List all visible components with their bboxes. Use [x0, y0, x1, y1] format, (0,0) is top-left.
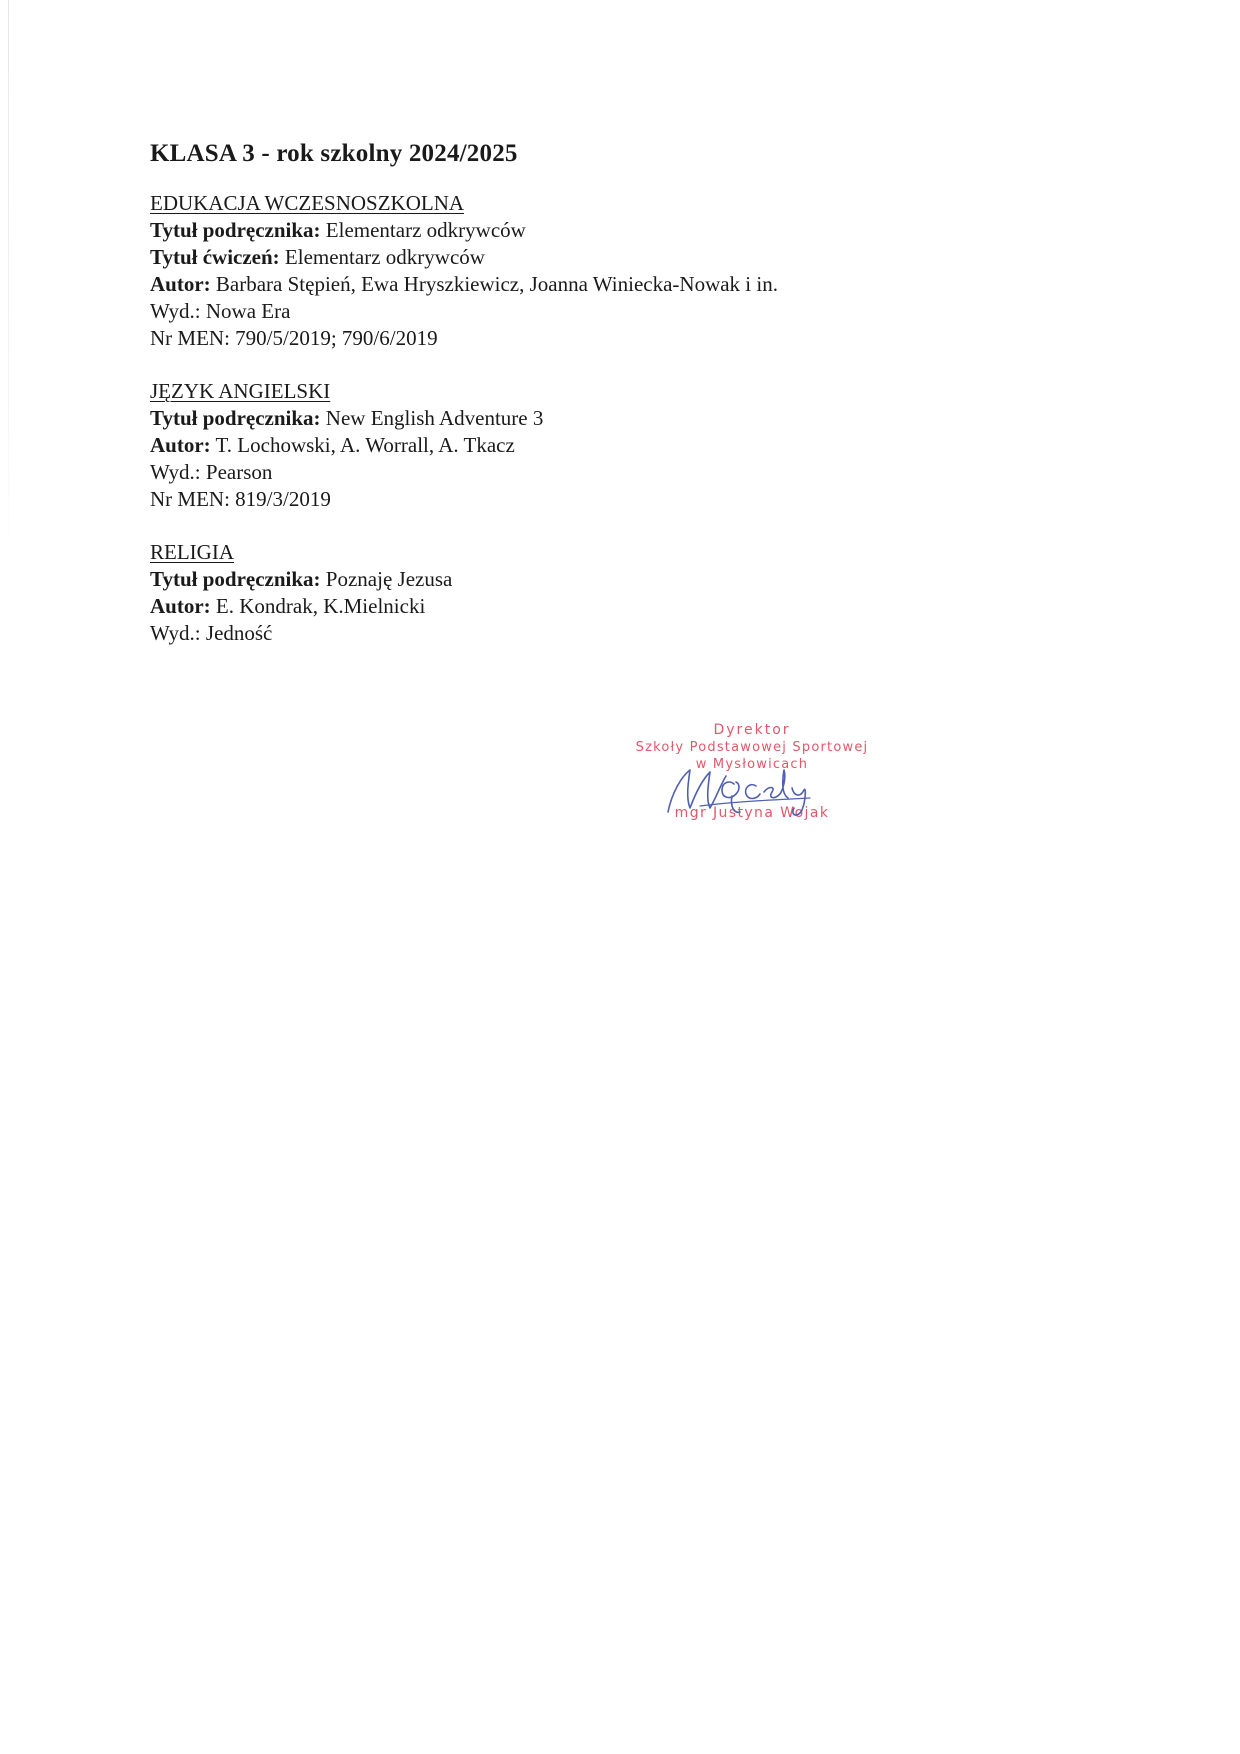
author-line — [150, 432, 1050, 459]
workbook-title-line — [150, 244, 1050, 271]
section-heading: JĘZYK ANGIELSKI — [150, 379, 331, 403]
field-value: Wyd.: Nowa Era — [150, 299, 291, 323]
author-line — [150, 271, 1050, 298]
publisher-line — [150, 620, 1050, 647]
section-heading: EDUKACJA WCZESNOSZKOLNA — [150, 191, 465, 215]
field-value: Wyd.: Jedność — [150, 621, 273, 645]
scan-edge-line — [8, 0, 9, 560]
publisher-line — [150, 459, 1050, 486]
field-label: Autor: — [150, 594, 211, 618]
stamp-line-title: Dyrektor — [713, 722, 791, 738]
author-line — [150, 593, 1050, 620]
section-jezyk-angielski — [150, 378, 1050, 513]
signature-stroke — [792, 788, 805, 815]
signature-stroke — [746, 770, 788, 799]
men-number-line — [150, 325, 1050, 352]
stamp-line-school: Szkoły Podstawowej Sportowej — [635, 740, 869, 755]
signature-stroke — [668, 770, 726, 812]
publisher-line — [150, 298, 1050, 325]
field-value: T. Lochowski, A. Worrall, A. Tkacz — [210, 433, 515, 457]
textbook-title-line — [150, 405, 1050, 432]
field-value: Nr MEN: 819/3/2019 — [150, 487, 331, 511]
field-value: E. Kondrak, K.Mielnicki — [210, 594, 426, 618]
section-religia — [150, 539, 1050, 647]
signature-underline — [700, 798, 810, 806]
field-label: Autor: — [150, 272, 211, 296]
field-value: Elementarz odkrywców — [320, 218, 526, 242]
document-title: KLASA 3 - rok szkolny 2024/2025 — [150, 140, 518, 167]
field-value: Barbara Stępień, Ewa Hryszkiewicz, Joanna Winiecka-Nowak i in. — [210, 272, 778, 296]
signature-stroke — [722, 782, 740, 812]
stamp-line-name: mgr Justyna Wojak — [674, 805, 830, 821]
handwritten-signature — [660, 762, 830, 822]
field-value: Elementarz odkrywców — [279, 245, 485, 269]
section-edukacja — [150, 190, 1050, 352]
textbook-title-line — [150, 566, 1050, 593]
field-value: Poznaję Jezusa — [320, 567, 453, 591]
document-content — [150, 140, 1050, 673]
field-label: Tytuł podręcznika: — [150, 567, 321, 591]
stamp-line-city: w Mysłowicach — [695, 757, 809, 772]
field-value: Nr MEN: 790/5/2019; 790/6/2019 — [150, 326, 438, 350]
field-label: Tytuł podręcznika: — [150, 218, 321, 242]
field-value: Wyd.: Pearson — [150, 460, 273, 484]
men-number-line — [150, 486, 1050, 513]
field-label: Tytuł ćwiczeń: — [150, 245, 280, 269]
field-label: Tytuł podręcznika: — [150, 406, 321, 430]
textbook-title-line — [150, 217, 1050, 244]
field-label: Autor: — [150, 433, 211, 457]
section-heading: RELIGIA — [150, 540, 234, 564]
field-value: New English Adventure 3 — [320, 406, 544, 430]
